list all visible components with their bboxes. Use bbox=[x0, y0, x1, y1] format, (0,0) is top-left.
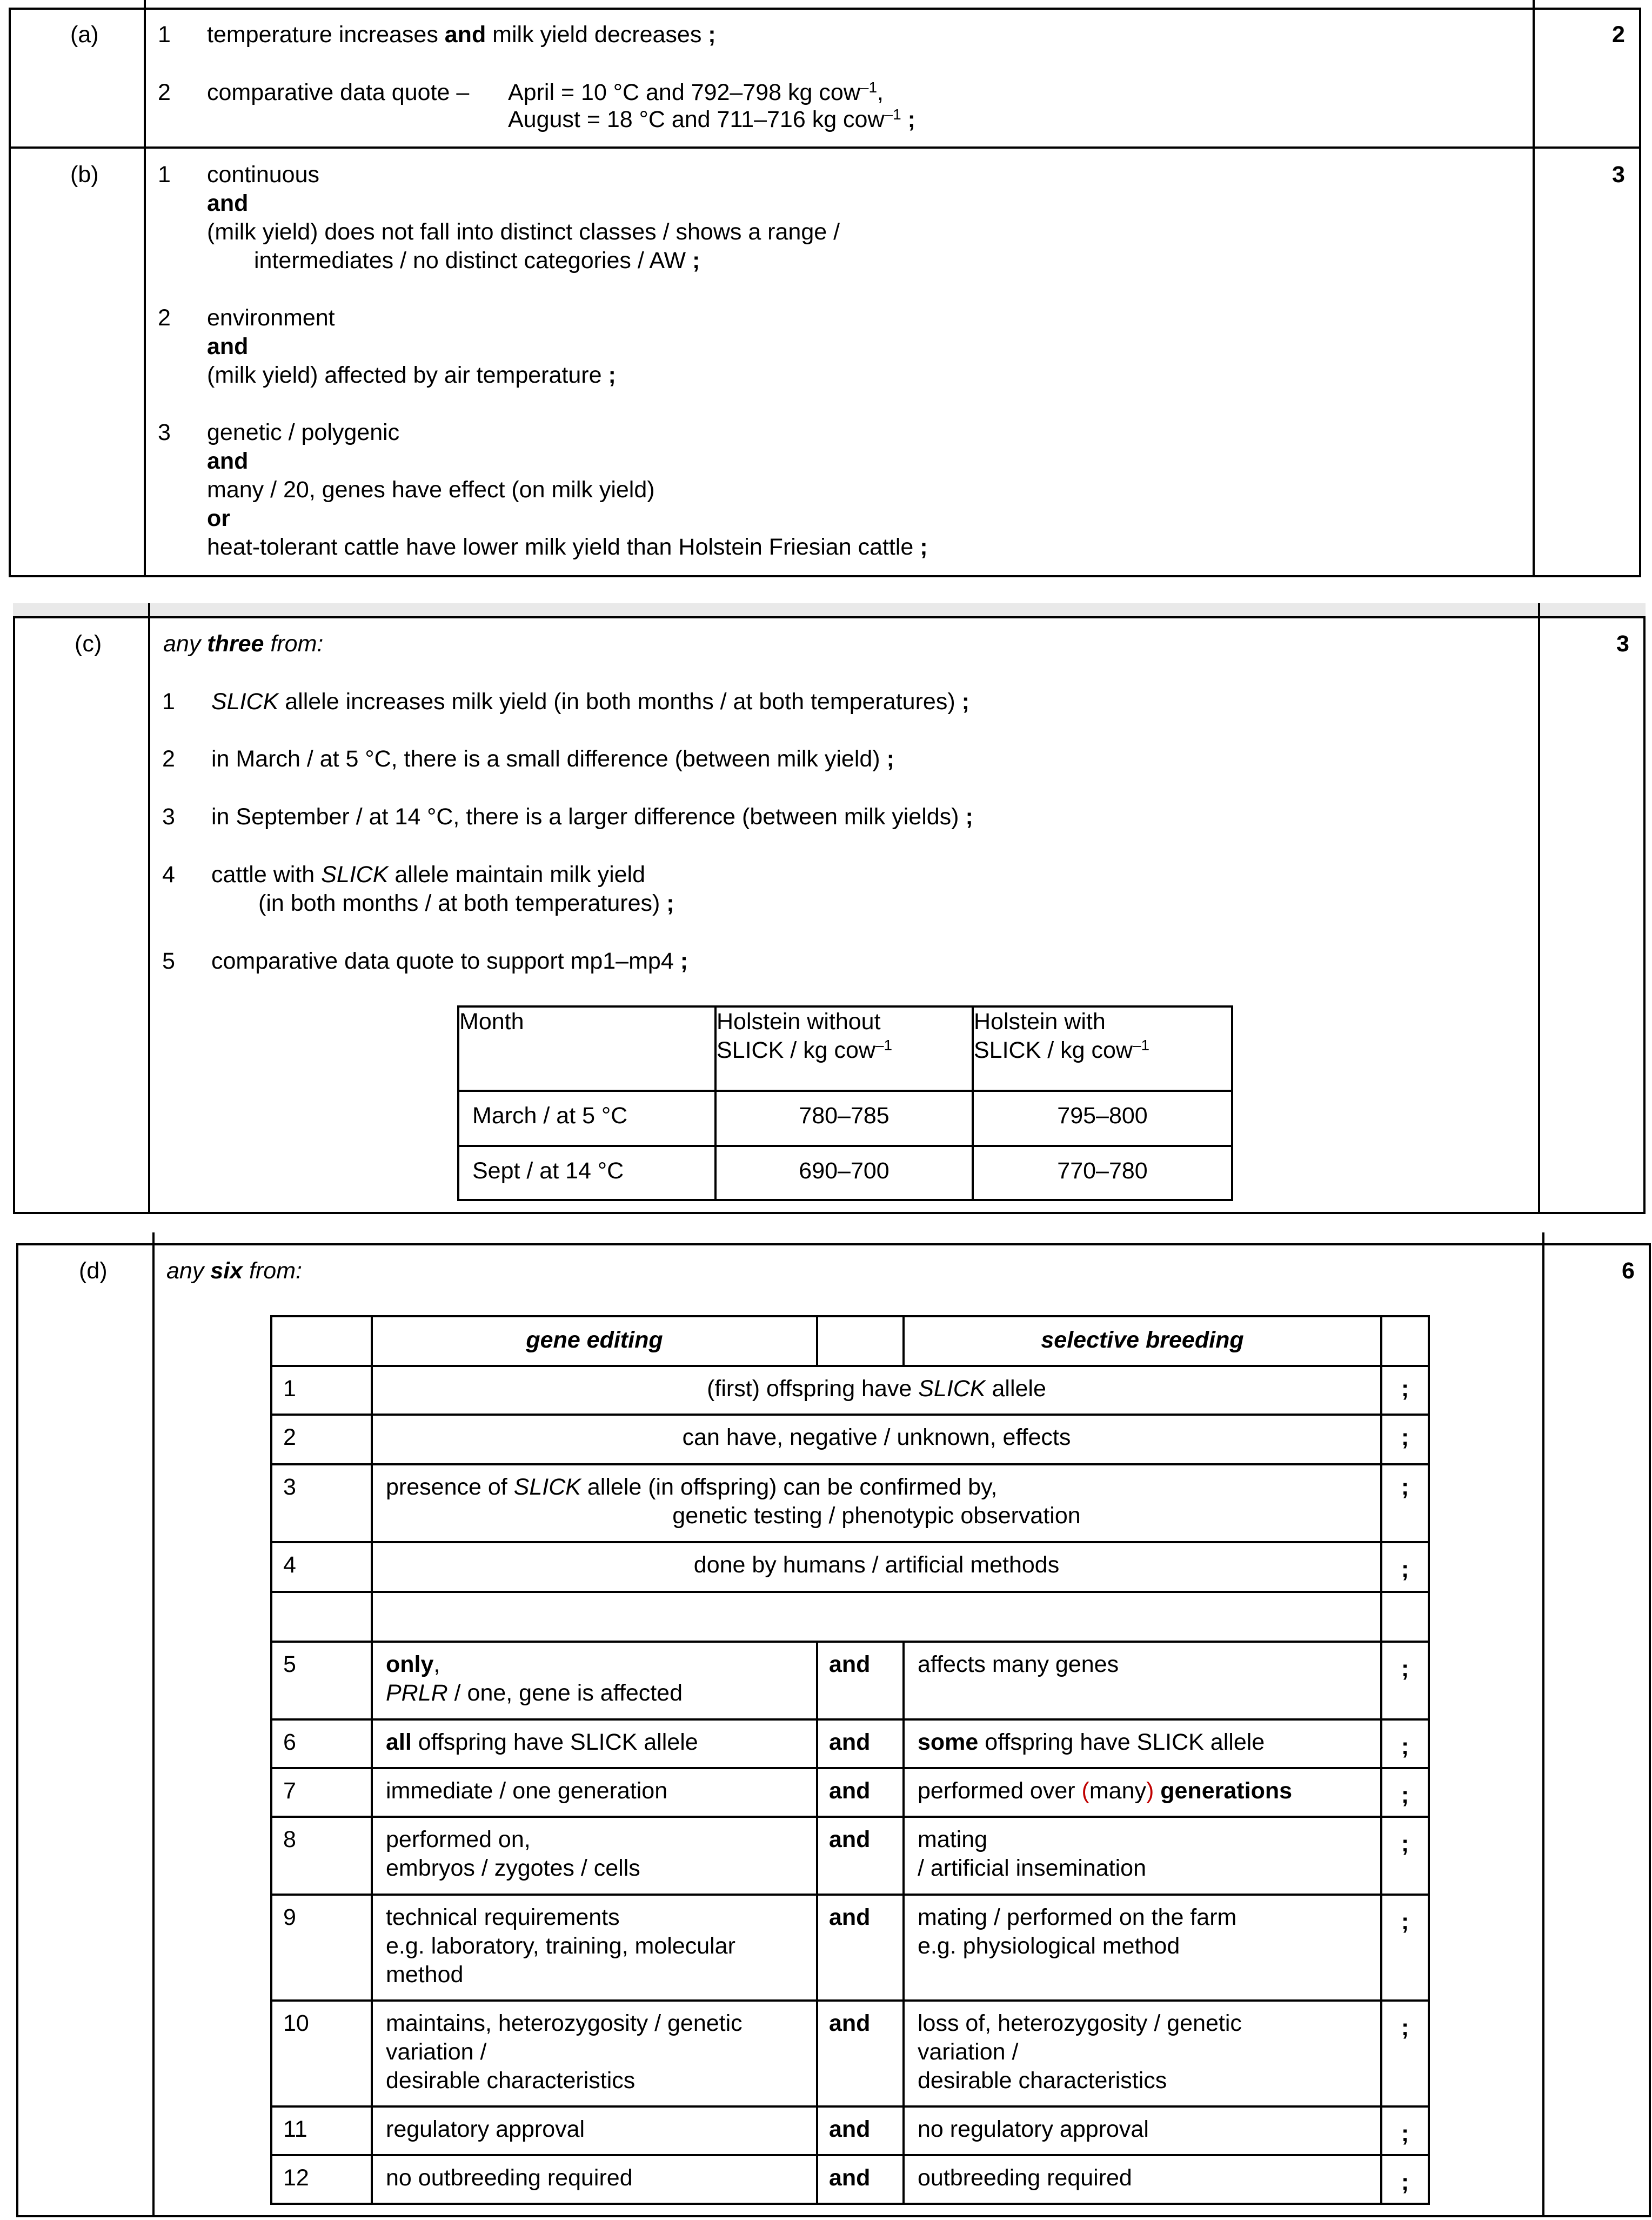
selective-breeding-point: mating / performed on the farm e.g. physiological method bbox=[904, 1895, 1381, 2001]
part-c-intro: any three from: bbox=[163, 631, 324, 657]
table-row-spacer bbox=[271, 1592, 1429, 1642]
shared-point: presence of SLICK allele (in offspring) can be confirmed by, genetic testing / phenotypic observation bbox=[372, 1464, 1381, 1542]
gene-editing-point: performed on, embryos / zygotes / cells bbox=[372, 1817, 817, 1895]
point-number: 2 bbox=[158, 79, 171, 105]
point-a2-lead: comparative data quote – bbox=[207, 79, 470, 105]
point-c5: comparative data quote to support mp1–mp4 ; bbox=[211, 948, 688, 974]
point-number: 1 bbox=[158, 22, 171, 48]
semicolon: ; bbox=[1381, 1719, 1429, 1768]
point-b3-l5: heat-tolerant cattle have lower milk yield than Holstein Friesian cattle ; bbox=[207, 534, 928, 560]
row-number: 3 bbox=[271, 1464, 372, 1542]
point-b1-l4: intermediates / no distinct categories / AW ; bbox=[254, 248, 700, 274]
shared-point: done by humans / artificial methods bbox=[372, 1542, 1381, 1592]
part-a-label: (a) bbox=[70, 22, 99, 48]
divider bbox=[144, 0, 146, 577]
point-b1-l1: continuous bbox=[207, 162, 319, 188]
table-cell-empty bbox=[817, 1316, 904, 1366]
table-row bbox=[271, 2001, 1429, 2106]
table-row bbox=[271, 1366, 1429, 1415]
table-row bbox=[271, 1415, 1429, 1464]
table-row bbox=[271, 1542, 1429, 1592]
semicolon: ; bbox=[1381, 1768, 1429, 1817]
and-label: and bbox=[817, 1817, 904, 1895]
point-c4-l2: (in both months / at both temperatures) ; bbox=[258, 890, 674, 916]
row-number: 10 bbox=[271, 2001, 372, 2106]
part-d-marks: 6 bbox=[1622, 1258, 1635, 1284]
shared-point: (first) offspring have SLICK allele bbox=[372, 1366, 1381, 1415]
table-header-with: Holstein with SLICK / kg cow$^{-1}$ bbox=[973, 1006, 1232, 1091]
divider bbox=[148, 603, 150, 1214]
row-number: 9 bbox=[271, 1895, 372, 2001]
comparison-table bbox=[270, 1315, 1430, 2205]
table-header-without: Holstein without SLICK / kg cow$^{-1}$ bbox=[715, 1006, 973, 1091]
selective-breeding-point: outbreeding required bbox=[904, 2155, 1381, 2204]
row-number: 2 bbox=[271, 1415, 372, 1464]
table-row bbox=[271, 2106, 1429, 2155]
row-number: 12 bbox=[271, 2155, 372, 2204]
semicolon: ; bbox=[1381, 1817, 1429, 1895]
semicolon: ; bbox=[1381, 1642, 1429, 1719]
gene-editing-point: no outbreeding required bbox=[372, 2155, 817, 2204]
semicolon: ; bbox=[1381, 2155, 1429, 2204]
point-number: 2 bbox=[162, 746, 175, 772]
table-cell-empty bbox=[372, 1592, 1381, 1642]
table-cell-without: 690–700 bbox=[715, 1146, 973, 1200]
part-a-marks: 2 bbox=[1612, 22, 1625, 48]
semicolon: ; bbox=[1381, 2001, 1429, 2106]
semicolon: ; bbox=[1381, 1415, 1429, 1464]
row-number: 1 bbox=[271, 1366, 372, 1415]
point-number: 1 bbox=[162, 689, 175, 715]
row-number: 6 bbox=[271, 1719, 372, 1768]
divider bbox=[9, 146, 1641, 149]
section-gap bbox=[13, 603, 1646, 616]
point-number: 5 bbox=[162, 948, 175, 974]
and-label: and bbox=[817, 2155, 904, 2204]
point-b2-l1: environment bbox=[207, 305, 335, 331]
and-label: and bbox=[817, 2106, 904, 2155]
part-b-label: (b) bbox=[70, 162, 99, 188]
divider bbox=[1542, 1232, 1544, 2217]
point-b2-and: and bbox=[207, 334, 249, 359]
table-row bbox=[271, 1895, 1429, 2001]
table-row bbox=[271, 1642, 1429, 1719]
table-row bbox=[271, 1768, 1429, 1817]
table-row bbox=[458, 1146, 1232, 1200]
and-label: and bbox=[817, 1642, 904, 1719]
and-label: and bbox=[817, 1768, 904, 1817]
milk-yield-table bbox=[457, 1005, 1233, 1201]
table-cell-empty bbox=[271, 1316, 372, 1366]
part-d-label: (d) bbox=[79, 1258, 108, 1284]
gene-editing-point: maintains, heterozygosity / genetic variation / desirable characteristics bbox=[372, 2001, 817, 2106]
selective-breeding-point: some offspring have SLICK allele bbox=[904, 1719, 1381, 1768]
row-number: 8 bbox=[271, 1817, 372, 1895]
point-b2-l3: (milk yield) affected by air temperature ; bbox=[207, 362, 616, 388]
selective-breeding-point: performed over (many) generations bbox=[904, 1768, 1381, 1817]
point-a2-line1: April = 10 °C and 792–798 kg cow$^{-1}$, bbox=[508, 79, 884, 105]
point-b1-l3: (milk yield) does not fall into distinct classes / shows a range / bbox=[207, 219, 840, 245]
gene-editing-point: technical requirements e.g. laboratory, training, molecular method bbox=[372, 1895, 817, 2001]
point-number: 2 bbox=[158, 305, 171, 331]
selective-breeding-point: no regulatory approval bbox=[904, 2106, 1381, 2155]
table-header-month: Month bbox=[458, 1006, 715, 1091]
semicolon: ; bbox=[1381, 2106, 1429, 2155]
gene-editing-point: regulatory approval bbox=[372, 2106, 817, 2155]
table-cell-month: Sept / at 14 °C bbox=[458, 1146, 715, 1200]
point-number: 3 bbox=[162, 804, 175, 830]
part-c-label: (c) bbox=[75, 631, 102, 657]
gene-editing-point: all offspring have SLICK allele bbox=[372, 1719, 817, 1768]
part-d-intro: any six from: bbox=[166, 1258, 302, 1284]
point-b1-and: and bbox=[207, 190, 249, 216]
part-c-marks: 3 bbox=[1616, 631, 1629, 657]
point-c4-l1: cattle with SLICK allele maintain milk yield bbox=[211, 862, 646, 888]
table-cell-empty bbox=[271, 1592, 372, 1642]
gene-editing-point: immediate / one generation bbox=[372, 1768, 817, 1817]
point-c1: SLICK allele increases milk yield (in both months / at both temperatures) ; bbox=[211, 689, 969, 715]
point-a1: temperature increases and milk yield decreases ; bbox=[207, 22, 716, 48]
gene-editing-point: only, PRLR / one, gene is affected bbox=[372, 1642, 817, 1719]
table-cell-month: March / at 5 °C bbox=[458, 1091, 715, 1146]
divider bbox=[1533, 0, 1535, 577]
semicolon: ; bbox=[1381, 1542, 1429, 1592]
point-b3-l3: many / 20, genes have effect (on milk yield) bbox=[207, 477, 655, 503]
selective-breeding-point: loss of, heterozygosity / genetic variation / desirable characteristics bbox=[904, 2001, 1381, 2106]
table-cell-with: 795–800 bbox=[973, 1091, 1232, 1146]
table-row bbox=[271, 1817, 1429, 1895]
table-cell-empty bbox=[1381, 1316, 1429, 1366]
table-row bbox=[271, 1464, 1429, 1542]
table-cell-empty bbox=[1381, 1592, 1429, 1642]
divider bbox=[1538, 603, 1540, 1214]
table-cell-without: 780–785 bbox=[715, 1091, 973, 1146]
row-number: 5 bbox=[271, 1642, 372, 1719]
selective-breeding-point: affects many genes bbox=[904, 1642, 1381, 1719]
table-row bbox=[271, 1719, 1429, 1768]
point-b3-or: or bbox=[207, 505, 230, 531]
part-b-marks: 3 bbox=[1612, 162, 1625, 188]
row-number: 7 bbox=[271, 1768, 372, 1817]
divider bbox=[152, 1232, 155, 2217]
semicolon: ; bbox=[1381, 1366, 1429, 1415]
shared-point: can have, negative / unknown, effects bbox=[372, 1415, 1381, 1464]
row-number: 11 bbox=[271, 2106, 372, 2155]
table-row bbox=[458, 1091, 1232, 1146]
point-c2: in March / at 5 °C, there is a small difference (between milk yield) ; bbox=[211, 746, 894, 772]
col-header-gene-editing: gene editing bbox=[372, 1316, 817, 1366]
table-cell-with: 770–780 bbox=[973, 1146, 1232, 1200]
col-header-selective-breeding: selective breeding bbox=[904, 1316, 1381, 1366]
table-row bbox=[271, 2155, 1429, 2204]
semicolon: ; bbox=[1381, 1464, 1429, 1542]
and-label: and bbox=[817, 1895, 904, 2001]
point-number: 4 bbox=[162, 862, 175, 888]
selective-breeding-point: mating / artificial insemination bbox=[904, 1817, 1381, 1895]
point-number: 1 bbox=[158, 162, 171, 188]
and-label: and bbox=[817, 1719, 904, 1768]
semicolon: ; bbox=[1381, 1895, 1429, 2001]
row-number: 4 bbox=[271, 1542, 372, 1592]
point-c3: in September / at 14 °C, there is a larger difference (between milk yields) ; bbox=[211, 804, 973, 830]
point-number: 3 bbox=[158, 419, 171, 445]
point-a2-line2: August = 18 °C and 711–716 kg cow$^{-1}$ ; bbox=[508, 106, 915, 132]
and-label: and bbox=[817, 2001, 904, 2106]
point-b3-l1: genetic / polygenic bbox=[207, 419, 400, 445]
point-b3-and: and bbox=[207, 448, 249, 474]
